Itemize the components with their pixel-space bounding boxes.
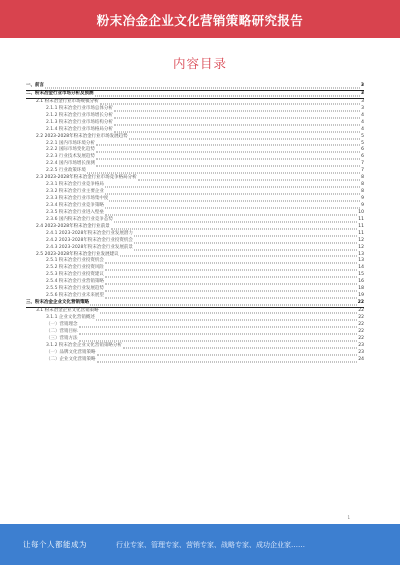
toc-entry[interactable] <box>26 315 364 322</box>
toc-entry[interactable] <box>26 300 364 308</box>
toc-entry[interactable] <box>26 91 364 99</box>
toc-entry[interactable] <box>26 224 364 231</box>
toc-entry-text: 2.1.2 粉末冶金行业市场增长分析 <box>46 112 113 118</box>
toc-leader-dots <box>105 214 357 215</box>
toc-entry-text: 2.5.3 粉末冶金行业投资建议 <box>46 272 104 278</box>
toc-entry-text: 2.1 粉末冶金行业市场规模分析 <box>36 98 99 104</box>
toc-entry[interactable] <box>26 238 364 245</box>
page-number: 1 <box>347 515 350 520</box>
toc-entry-text: 2.4.3 2023-2028年粉末冶金行业发展前景 <box>46 244 133 250</box>
toc-leader-dots <box>96 166 360 167</box>
toc-entry[interactable] <box>26 196 364 203</box>
footer-tagline: 行业专家、管理专家、营销专家、战略专家、成功企业家…… <box>116 540 305 549</box>
toc-title: 内容目录 <box>172 56 227 71</box>
toc-entry[interactable] <box>26 134 364 141</box>
toc-entry-page: 3 <box>361 105 364 111</box>
toc-entry-page: 9 <box>361 202 364 208</box>
toc-leader-dots <box>129 138 361 139</box>
toc-leader-dots <box>105 263 357 264</box>
toc-entry-text: （一）营销理念 <box>46 321 78 327</box>
report-header-banner <box>0 0 400 38</box>
toc-leader-dots <box>105 284 357 285</box>
toc-entry-text: 三、粉末冶金企业文化营销策略 <box>26 300 89 306</box>
toc-leader-dots <box>79 340 358 341</box>
toc-leader-dots <box>105 270 357 271</box>
toc-entry-page: 22 <box>358 335 364 341</box>
toc-entry-text: 2.1.4 粉末冶金行业市场格局分析 <box>46 126 113 132</box>
toc-entry-page: 7 <box>361 168 364 174</box>
toc-leader-dots <box>105 277 357 278</box>
toc-entry-text: 2.4 2023-2028年粉末冶金行业前景 <box>36 223 110 229</box>
toc-entry-text: 2.5.6 粉末冶金行业未来展望 <box>46 293 104 299</box>
toc-entry-page: 6 <box>361 154 364 160</box>
toc-entry[interactable] <box>26 120 364 127</box>
toc-entry-text: 2.3.4 粉末冶金行业竞争策略 <box>46 202 104 208</box>
toc-leader-dots <box>134 249 357 250</box>
toc-entry-page: 22 <box>358 328 364 334</box>
toc-entry[interactable] <box>26 329 364 336</box>
toc-leader-dots <box>79 326 358 327</box>
toc-entry-text: 二、粉末冶金行业市场分析及预测 <box>26 90 94 96</box>
toc-entry-text: （二）营销目标 <box>46 328 78 334</box>
toc-entry-page: 18 <box>358 286 364 292</box>
toc-entry-text: 2.1.3 粉末冶金行业市场结构分析 <box>46 119 113 125</box>
toc-entry-text: 2.5 2023-2028年粉末冶金行业发展建议 <box>36 251 119 257</box>
toc-leader-dots <box>96 152 360 153</box>
toc-entry[interactable] <box>26 127 364 134</box>
toc-entry-text: 2.3.3 粉末冶金行业市场集中度 <box>46 196 109 201</box>
toc-leader-dots <box>134 235 357 236</box>
toc-entry-page: 12 <box>358 237 364 243</box>
toc-entry-text: 2.5.2 粉末冶金行业投资风险 <box>46 265 104 271</box>
toc-entry-page: 8 <box>361 175 364 181</box>
toc-entry-page: 3 <box>361 98 364 104</box>
toc-leader-dots <box>114 124 360 125</box>
footer-banner <box>0 524 400 565</box>
toc-leader-dots <box>45 87 360 88</box>
toc-entry-page: 6 <box>361 147 364 153</box>
toc-entry-text: （二）企业文化营销策略 <box>46 356 96 362</box>
toc-entry-text: 2.2.3 行业技术发展趋势 <box>46 154 95 160</box>
toc-leader-dots <box>114 117 360 118</box>
toc-entry-text: 2.5.5 粉末冶金行业发展趋势 <box>46 286 104 292</box>
toc-entry-text: 2.3.6 国内粉末冶金行业竞争态势 <box>46 216 113 222</box>
toc-entry-text: 一、前言 <box>26 83 44 88</box>
toc-leader-dots <box>90 305 357 306</box>
toc-entry-page: 16 <box>358 279 364 285</box>
toc-entry-page: 12 <box>358 244 364 250</box>
toc-entry-page: 4 <box>361 119 364 125</box>
toc-leader-dots <box>138 180 361 181</box>
toc-entry[interactable] <box>26 113 364 120</box>
toc-leader-dots <box>97 361 358 362</box>
toc-entry[interactable] <box>26 357 364 364</box>
toc-entry-text: 2.2.1 国内市场环境分析 <box>46 140 95 146</box>
toc-entry-text: 2.4.1 2023-2028年粉末冶金行业发展潜力 <box>46 230 133 236</box>
toc-entry-page: 19 <box>358 293 364 299</box>
toc-entry[interactable] <box>26 189 364 196</box>
toc-leader-dots <box>105 194 360 195</box>
toc-entry[interactable] <box>26 350 364 357</box>
toc-leader-dots <box>105 187 360 188</box>
toc-leader-dots <box>114 131 360 132</box>
toc-entry[interactable] <box>26 308 364 315</box>
toc-leader-dots <box>96 319 357 320</box>
footer-slogan: 让每个人都能成为 <box>23 540 87 549</box>
toc-entry-page: 14 <box>358 265 364 271</box>
toc-entry[interactable] <box>26 210 364 217</box>
toc-entry-text: 2.3.5 粉末冶金行业进入壁垒 <box>46 209 104 215</box>
toc-entry[interactable] <box>26 99 364 106</box>
toc-entry-page: 23 <box>358 342 364 348</box>
toc-entry-text: 2.3.2 粉末冶金行业主要企业 <box>46 189 104 195</box>
toc-leader-dots <box>96 159 360 160</box>
toc-entry-text: 2.1.1 粉末冶金行业市场总体分析 <box>46 105 113 111</box>
toc-entry-text: 2.3 2023-2028年粉末冶金行业市场竞争格局分析 <box>36 175 137 181</box>
toc-entry-page: 13 <box>358 258 364 264</box>
toc-leader-dots <box>120 256 358 257</box>
toc-entry-page: 11 <box>358 230 364 236</box>
toc-entry[interactable] <box>26 343 364 350</box>
toc-leader-dots <box>97 354 358 355</box>
toc-leader-dots <box>105 207 360 208</box>
toc-entry-text: 2.2.2 国际市场变化趋势 <box>46 147 95 153</box>
toc-entry-text: 2.2.4 国内市场增长预测 <box>46 161 95 167</box>
toc-entry-page: 15 <box>358 272 364 278</box>
toc-leader-dots <box>114 221 357 222</box>
toc-entry-text: 3.1 粉末冶金企业文化营销策略 <box>36 308 99 313</box>
toc-entry[interactable] <box>26 336 364 343</box>
toc-entry-text: 3.1.1 企业文化营销概述 <box>46 314 95 320</box>
toc-leader-dots <box>100 312 358 313</box>
toc-entry-page: 22 <box>358 321 364 327</box>
toc-leader-dots <box>100 103 361 104</box>
toc-entry-text: 2.3.1 粉末冶金行业竞争格局 <box>46 182 104 188</box>
toc-entry-page: 13 <box>358 251 364 257</box>
toc-leader-dots <box>109 200 360 201</box>
toc-entry[interactable] <box>26 203 364 210</box>
report-title: 粉末冶金企业文化营销策略研究报告 <box>96 13 304 28</box>
toc-leader-dots <box>134 242 357 243</box>
toc-list <box>26 83 364 364</box>
toc-entry-page: 10 <box>358 209 364 215</box>
toc-entry-text: 2.5.4 粉末冶金行业营销策略 <box>46 279 104 285</box>
toc-leader-dots <box>96 145 360 146</box>
toc-entry-page: 5 <box>361 133 364 139</box>
toc-entry-page: 11 <box>358 216 364 222</box>
toc-entry-text: 2.2.5 行业政策环境 <box>46 168 86 174</box>
toc-entry-page: 8 <box>361 189 364 195</box>
toc-entry-text: 3.1.2 粉末冶金企业文化营销策略分析 <box>46 342 122 348</box>
toc-entry-page: 24 <box>358 356 364 362</box>
toc-entry[interactable] <box>26 322 364 329</box>
toc-entry-page: 7 <box>361 161 364 167</box>
toc-entry[interactable] <box>26 245 364 252</box>
toc-leader-dots <box>114 110 360 111</box>
toc-entry-page: 9 <box>361 196 364 201</box>
toc-entry-page: 23 <box>358 349 364 355</box>
toc-entry-page: 3 <box>360 83 364 88</box>
toc-entry-page: 4 <box>361 112 364 118</box>
toc-leader-dots <box>87 173 360 174</box>
toc-leader-dots <box>79 333 358 334</box>
toc-entry-text: （一）品牌文化营销策略 <box>46 349 96 355</box>
toc-entry-text: 2.4.2 2023-2028年粉末冶金行业投资机会 <box>46 237 133 243</box>
toc-entry-text: 2.2 2023-2028年粉末冶金行业市场发展趋势 <box>36 133 128 139</box>
toc-entry-page: 3 <box>360 90 364 96</box>
toc-leader-dots <box>111 228 358 229</box>
toc-entry-page: 11 <box>358 223 364 229</box>
toc-entry-page: 22 <box>358 308 364 313</box>
toc-entry-page: 5 <box>361 140 364 146</box>
toc-entry-page: 4 <box>361 126 364 132</box>
toc-entry-page: 8 <box>361 182 364 188</box>
toc-entry[interactable] <box>26 83 364 91</box>
toc-leader-dots <box>95 95 360 96</box>
toc-leader-dots <box>105 298 357 299</box>
toc-entry-page: 22 <box>358 314 364 320</box>
toc-entry[interactable] <box>26 217 364 224</box>
toc-entry[interactable] <box>26 106 364 113</box>
toc-entry-page: 22 <box>357 300 364 306</box>
toc-entry-text: （三）营销方法 <box>46 335 78 341</box>
toc-leader-dots <box>105 291 357 292</box>
toc-entry-text: 2.5.1 粉末冶金行业投资机会 <box>46 258 104 264</box>
toc-entry[interactable] <box>26 231 364 238</box>
toc-leader-dots <box>123 347 357 348</box>
